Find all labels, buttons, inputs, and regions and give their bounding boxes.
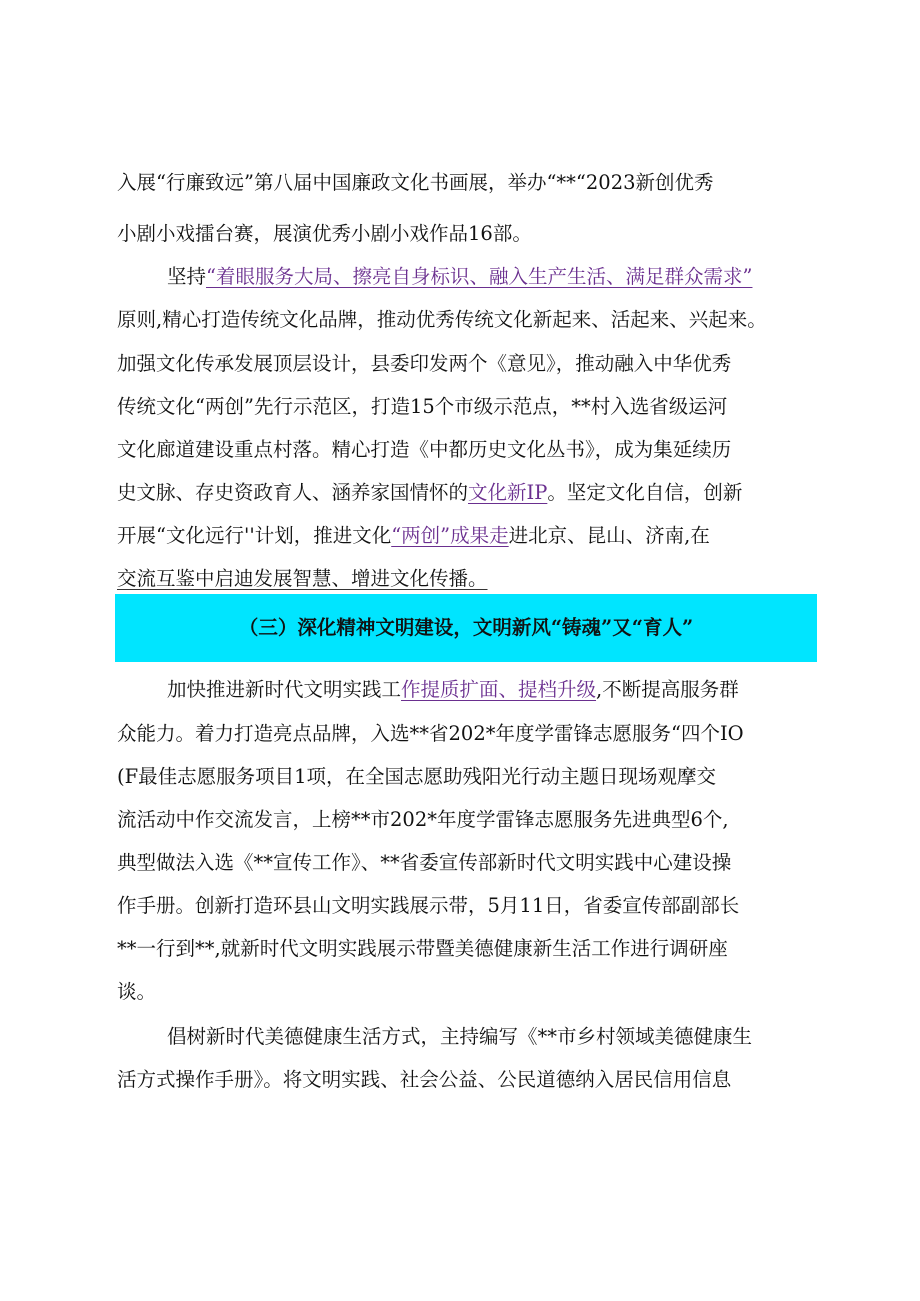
- p2-text: 开展“文化远行''计划，推进文化: [117, 524, 392, 547]
- p2-text: 。坚定文化自信，创新: [547, 481, 743, 504]
- p3-line-8: 谈。: [117, 980, 157, 1003]
- p3-line-2: 众能力。着力打造亮点品牌，入选**省202*年度学雷锋志愿服务“四个IO: [117, 722, 744, 745]
- p3-text: 加快推进新时代文明实践工: [167, 678, 402, 701]
- p4-line-2: 活方式操作手册》。将文明实践、社会公益、公民道德纳入居民信用信息: [117, 1068, 732, 1091]
- p2-text: 史文脉、存史资政育人、涵养家国情怀的: [117, 481, 469, 504]
- p3-line-6: 作手册。创新打造环县山文明实践展示带，5月11日，省委宣传部副部长: [117, 894, 740, 917]
- p4-line-1: 倡树新时代美德健康生活方式，主持编写《**市乡村领域美德健康生: [167, 1025, 753, 1048]
- p2-line-8: [117, 567, 920, 591]
- p1-line-2: 小剧小戏擂台赛，展演优秀小剧小戏作品16部。: [117, 222, 532, 245]
- p2-line-3: 加强文化传承发展顶层设计，县委印发两个《意见》，推动融入中华优秀: [117, 352, 732, 375]
- p2-line-5: 文化廊道建设重点村落。精心打造《中都历史文化丛书》，成为集延续历: [117, 438, 732, 461]
- p2-line-1: [167, 265, 920, 289]
- p2-highlight-principle: “着眼服务大局、擦亮自身标识、融入生产生活、满足群众需求”: [206, 265, 753, 288]
- p2-highlight-liangchuang: “两创”成果走: [391, 524, 509, 547]
- p1-line-1: 入展“行廉致远”第八届中国廉政文化书画展，举办“**“2023新创优秀: [117, 171, 714, 194]
- p3-text: ,不断提高服务群: [596, 678, 739, 701]
- p2-text: 坚持: [167, 265, 207, 288]
- p2-highlight-ip: 文化新IP: [468, 481, 548, 504]
- p2-text: 进北京、昆山、济南,在: [508, 524, 710, 547]
- p3-line-5: 典型做法入选《**宣传工作》、**省委宣传部新时代文明实践中心建设操: [117, 851, 732, 874]
- p3-highlight-upgrade: 作提质扩面、提档升级: [401, 678, 597, 701]
- p2-line-4: 传统文化“两创”先行示范区，打造15个市级示范点，**村入选省级运河: [117, 395, 728, 418]
- p2-line-2: 原则,精心打造传统文化品牌，推动优秀传统文化新起来、活起来、兴起来。: [117, 308, 767, 331]
- p3-line-7: **一行到**,就新时代文明实践展示带暨美德健康新生活工作进行调研座: [117, 937, 728, 960]
- p2-underlined-text: 交流互鉴中启迪发展智慧、增进文化传播。: [117, 567, 488, 590]
- section-heading: （三）深化精神文明建设，文明新风“铸魂”又“育人”: [238, 616, 694, 639]
- p2-line-6: [117, 481, 920, 505]
- p2-line-7: [117, 524, 920, 548]
- p3-line-3: (F最佳志愿服务项目1项，在全国志愿助残阳光行动主题日现场观摩交: [117, 765, 717, 788]
- p3-line-4: 流活动中作交流发言，上榜**市202*年度学雷锋志愿服务先进典型6个,: [117, 808, 729, 831]
- p3-line-1: [167, 678, 920, 702]
- section-heading-bar: [115, 594, 817, 662]
